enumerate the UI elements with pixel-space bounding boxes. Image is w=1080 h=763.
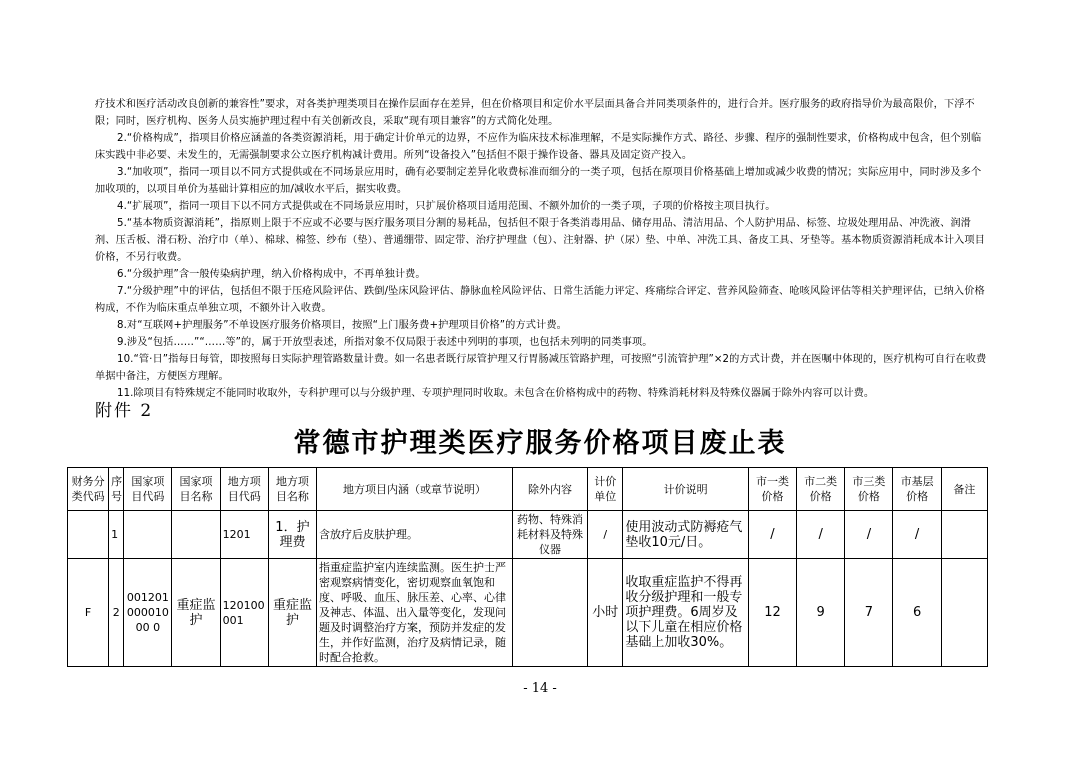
header-local-name: 地方项目名称 <box>268 468 316 511</box>
note-paragraph: 6.“分级护理”含一般传染病护理，纳入价格构成中，不再单独计费。 <box>117 269 426 280</box>
header-desc: 计价说明 <box>623 468 749 511</box>
note-paragraph: 9.涉及“包括……”“……等”的，属于开放型表述，所指对象不仅局限于表述中列明的事项，也包括未列明的同类事项。 <box>117 337 653 348</box>
note-paragraph: 3.“加收项”，指同一项目以不同方式提供或在不同场景应用时，确有必要制定差异化收费标准而细分的一类子项，包括在原项目价格基础上增加或减少收费的情况；实际应用中，同时涉及多个加收项的，以项目单价为基础计算相应的加/减收水平后，据实收费。 <box>95 167 982 195</box>
header-national-name: 国家项目名称 <box>172 468 220 511</box>
cell-price1: / <box>748 511 796 559</box>
attachment-label: 附件 2 <box>95 401 154 421</box>
cell-price-base: 6 <box>893 559 941 667</box>
cell-local-code: 1201 <box>220 511 268 559</box>
cell-price2: / <box>797 511 845 559</box>
cell-finance-code <box>68 511 109 559</box>
header-local-code: 地方项目代码 <box>220 468 268 511</box>
note-paragraph: 10.“管·日”指每日每管，即按照每日实际护理管路数量计费。如一名患者既行尿管护理又行胃肠减压管路护理，可按照“引流管护理”×2的方式计费，并在医嘱中体现的，医疗机构可自行在收费单据中备注，方便医方理解。 <box>95 354 987 382</box>
cell-seq: 2 <box>109 559 124 667</box>
note-paragraph: 疗技术和医疗活动改良创新的兼容性”要求，对各类护理类项目在操作层面存在差异，但在价格项目和定价水平层面具备合并同类项条件的，进行合并。医疗服务的政府指导价为最高限价，下浮不限；同时，医疗机构、医务人员实施护理过程中有关创新改良，采取“现有项目兼容”的方式简化处理。 <box>95 99 975 127</box>
cell-price3: 7 <box>845 559 893 667</box>
cell-price-base: / <box>893 511 941 559</box>
cell-content: 指重症监护室内连续监测。医生护士严密观察病情变化，密切观察血氧饱和度、呼吸、血压、脉压差、心率、心律及神志、体温、出入量等变化，发现问题及时调整治疗方案，预防并发症的发生，并作好监测，治疗及病情记录，随时配合抢救。 <box>317 559 513 667</box>
note-paragraph: 7.“分级护理”中的评估，包括但不限于压疮风险评估、跌倒/坠床风险评估、静脉血栓风险评估、日常生活能力评定、疼痛综合评定、营养风险筛查、呛咳风险评估等相关护理评估，已纳入价格构成，不作为临床重点单独立项，不额外计入收费。 <box>95 286 985 314</box>
cell-national-code <box>124 511 172 559</box>
header-seq: 序号 <box>109 468 124 511</box>
table-row <box>68 511 988 559</box>
page-number: - 14 - <box>523 681 557 696</box>
cell-local-code: 120100001 <box>220 559 268 667</box>
cell-national-name <box>172 511 220 559</box>
header-remark: 备注 <box>941 468 987 511</box>
header-price3: 市三类价格 <box>845 468 893 511</box>
cell-remark <box>941 559 987 667</box>
cell-price1: 12 <box>748 559 796 667</box>
notes-section <box>95 96 989 402</box>
table-row <box>68 559 988 667</box>
cell-price3: / <box>845 511 893 559</box>
header-content: 地方项目内涵（或章节说明） <box>317 468 513 511</box>
header-price2: 市二类价格 <box>797 468 845 511</box>
cell-content: 含放疗后皮肤护理。 <box>317 511 513 559</box>
cell-desc: 收取重症监护不得再收分级护理和一般专项护理费。6周岁及以下儿童在相应价格基础上加收30%。 <box>623 559 749 667</box>
note-paragraph: 8.对“互联网+护理服务”不单设医疗服务价格项目，按照“上门服务费+护理项目价格”的方式计费。 <box>117 320 567 331</box>
header-finance-code: 财务分类代码 <box>68 468 109 511</box>
cell-excluded <box>512 559 587 667</box>
cell-finance-code: F <box>68 559 109 667</box>
cell-unit: 小时 <box>588 559 623 667</box>
cell-excluded: 药物、特殊消耗材料及特殊仪器 <box>512 511 587 559</box>
cell-unit: / <box>588 511 623 559</box>
header-unit: 计价单位 <box>588 468 623 511</box>
cell-local-name: 1．护理费 <box>268 511 316 559</box>
note-paragraph: 5.“基本物质资源消耗”，指原则上限于不应或不必要与医疗服务项目分割的易耗品，包括但不限于各类消毒用品、储存用品、清洁用品、个人防护用品、标签、垃圾处理用品、冲洗液、润滑剂、压舌板、滑石粉、治疗巾（单）、棉球、棉签、纱布（垫）、普通绷带、固定带、治疗护理盘（包）、注射器、护（尿）垫、中单、冲洗工具、备皮工具、牙垫等。基本物质资源消耗成本计入项目价格，不另行收费。 <box>95 218 985 263</box>
header-excluded: 除外内容 <box>512 468 587 511</box>
header-national-code: 国家项目代码 <box>124 468 172 511</box>
cell-seq: 1 <box>109 511 124 559</box>
cell-desc: 使用波动式防褥疮气垫收10元/日。 <box>623 511 749 559</box>
header-price1: 市一类价格 <box>748 468 796 511</box>
cell-local-name: 重症监护 <box>268 559 316 667</box>
note-paragraph: 11.除项目有特殊规定不能同时收取外，专科护理可以与分级护理、专项护理同时收取。未包含在价格构成中的药物、特殊消耗材料及特殊仪器属于除外内容可以计费。 <box>117 388 875 399</box>
cell-national-code: 00120100001000 0 <box>124 559 172 667</box>
note-paragraph: 4.“扩展项”，指同一项目下以不同方式提供或在不同场景应用时，只扩展价格项目适用范围、不额外加价的一类子项，子项的价格按主项目执行。 <box>117 201 776 212</box>
table-header-row <box>68 468 988 511</box>
cell-remark <box>941 511 987 559</box>
price-table <box>67 467 988 667</box>
note-paragraph: 2.“价格构成”，指项目价格应涵盖的各类资源消耗，用于确定计价单元的边界，不应作为临床技术标准理解，不是实际操作方式、路径、步骤、程序的强制性要求，价格构成中包含，但个别临床实践中非必要、未发生的，无需强制要求公立医疗机构减计费用。所列“设备投入”包括但不限于操作设备、器具及固定资产投入。 <box>95 133 982 161</box>
table-title: 常德市护理类医疗服务价格项目废止表 <box>293 428 787 459</box>
cell-price2: 9 <box>797 559 845 667</box>
header-price-base: 市基层价格 <box>893 468 941 511</box>
cell-national-name: 重症监护 <box>172 559 220 667</box>
